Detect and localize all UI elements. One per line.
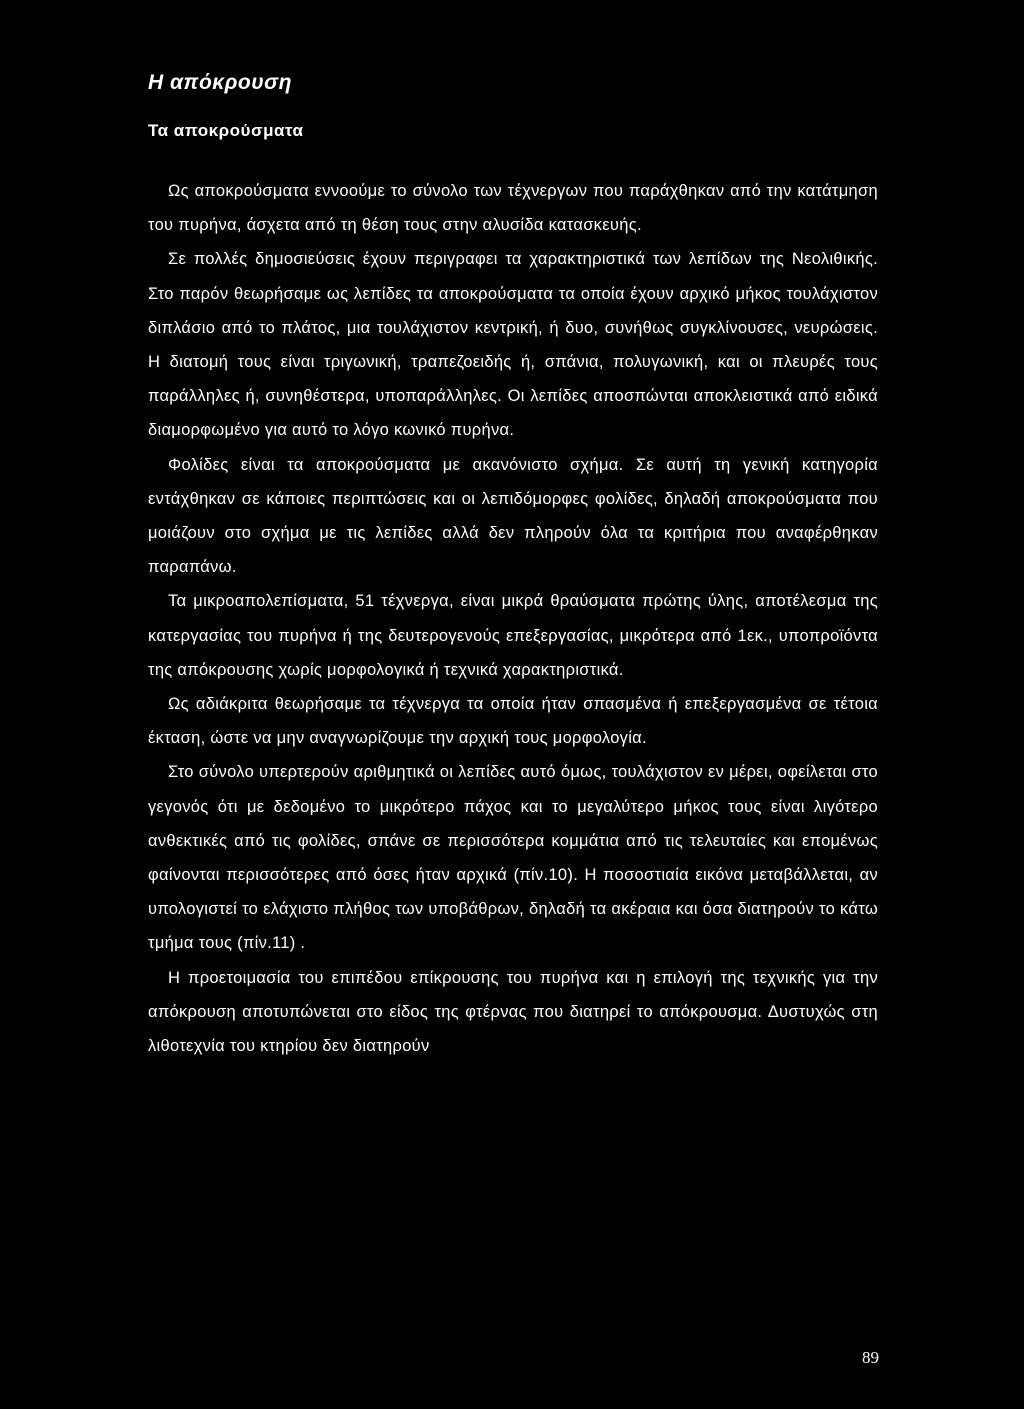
paragraph: Η προετοιμασία του επιπέδου επίκρουσης του πυρήνα και η επιλογή της τεχνικής για την απόκρουση αποτυπώνεται στο είδος της φτέρνας που διατηρεί το απόκρουσμα. Δυστυχώς στη λιθοτεχνία του κτηρίου δεν διατηρούν (148, 968, 878, 1056)
section-subtitle: Τα αποκρούσματα (148, 121, 304, 140)
paragraph: Ως αποκρούσματα εννοούμε το σύνολο των τέχνεργων που παράχθηκαν από την κατάτμηση του πυρήνα, άσχετα από τη θέση τους στην αλυσίδα κατασκευής. (148, 182, 878, 235)
paragraph: Φολίδες είναι τα αποκρούσματα με ακανόνιστο σχήμα. Σε αυτή τη γενική κατηγορία εντάχθηκαν σε κάποιες περιπτώσεις και οι λεπιδόμορφες φολίδες, δηλαδή αποκρούσματα που μοιάζουν στο σχήμα με τις λεπίδες αλλά δεν πληρούν όλα τα κριτήρια που αναφέρθηκαν παραπάνω. (148, 455, 878, 577)
section-title: Η απόκρουση (148, 71, 292, 94)
paragraph: Ως αδιάκριτα θεωρήσαμε τα τέχνεργα τα οποία ήταν σπασμένα ή επεξεργασμένα σε τέτοια έκταση, ώστε να μην αναγνωρίζουμε την αρχική τους μορφολογία. (148, 695, 878, 748)
page-content (148, 68, 878, 1063)
paragraph: Σε πολλές δημοσιεύσεις έχουν περιγραφει τα χαρακτηριστικά των λεπίδων της Νεολιθικής. Στο παρόν θεωρήσαμε ως λεπίδες τα αποκρούσματα τα οποία έχουν αρχικό μήκος τουλάχιστον διπλάσιο από το πλάτος, μια τουλάχιστον κεντρική, ή δυο, συνήθως συγκλίνουσες, νευρώσεις. Η διατομή τους είναι τριγωνική, τραπεζοειδής ή, σπάνια, πολυγωνική, και οι πλευρές τους παράλληλες ή, συνηθέστερα, υποπαράλληλες. Οι λεπίδες αποσπώνται αποκλειστικά από ειδικά διαμορφωμένο για αυτό το λόγο κωνικό πυρήνα. (148, 250, 878, 440)
body-text (148, 174, 878, 1063)
paragraph: Στο σύνολο υπερτερούν αριθμητικά οι λεπίδες αυτό όμως, τουλάχιστον εν μέρει, οφείλεται στο γεγονός ότι με δεδομένο το μικρότερο πάχος και το μεγαλύτερο μήκος τους είναι λιγότερο ανθεκτικές από τις φολίδες, σπάνε σε περισσότερα κομμάτια από τις τελευταίες και επομένως φαίνονται περισσότερες από όσες ήταν αρχικά (πίν.10). Η ποσοστιαία εικόνα μεταβάλλεται, αν υπολογιστεί το ελάχιστο πλήθος των υποβάθρων, δηλαδή τα ακέραια και όσα διατηρούν το κάτω τμήμα τους (πίν.11) . (148, 763, 878, 953)
page-number: 89 (862, 1348, 879, 1367)
paragraph: Τα μικροαπολεπίσματα, 51 τέχνεργα, είναι μικρά θραύσματα πρώτης ύλης, αποτέλεσμα της κατεργασίας του πυρήνα ή της δευτερογενούς επεξεργασίας, μικρότερα από 1εκ., υποπροϊόντα της απόκρουσης χωρίς μορφολογικά ή τεχνικά χαρακτηριστικά. (148, 592, 878, 679)
